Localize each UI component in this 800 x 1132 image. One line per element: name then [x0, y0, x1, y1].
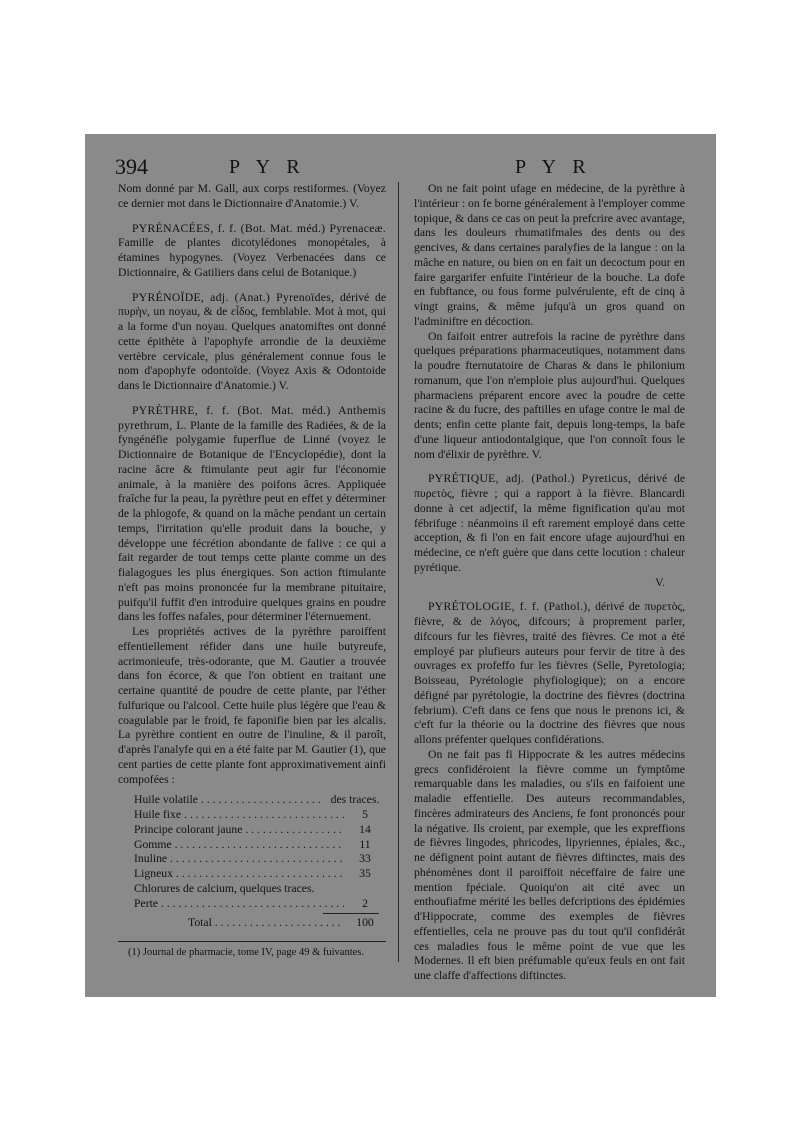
scanned-page: [85, 134, 716, 997]
total-value: 100: [356, 916, 374, 930]
footnote-rule: [118, 941, 386, 942]
ingredient-name: Chlorures de calcium, quelques traces.: [134, 881, 315, 895]
entry-pyretique: [414, 472, 685, 590]
composition-row: [118, 882, 386, 897]
ingredient-name: Ligneux . . .: [134, 867, 344, 882]
entry-headword: PYRÉTIQUE, adj. (Pathol.) Pyreticus,: [428, 472, 632, 486]
entry-text: dérivé de πυρὴν, un noyau, & de εἶδος, femblable. Mot à mot, qui a la forme d'un noyau. Quelques anatomiftes ont donné cette épithète à l'apophyfe arrondie de la deuxième vertèbre cervicale, plus généralement connue fous le nom d'apophyfe odontoïde. (Voyez Axis & Odontoide dans le Dictionnaire d'Anatomie.) V.: [118, 290, 387, 392]
entry-text: dérivé de πυρετὸς, fièvre, & de λόγος, difcours; à proprement parler, difcours fur les fièvres, traité des fièvres. Ce mot a été employé par plufieurs auteurs pour fervir de titre à des ouvrages ex profeffo fur les fièvres (Selle, Pyretologia; Boisseau, Pyrétologie phyfiologique); on a encore défigné par pyrétologie, la doctrine des fièvres (doctrina febrium). C'eft dans ce fens que nous le prenons ici, & c'eft fur la théorie ou la doctrine des fièvres que nous allons préfenter quelques confidérations.: [414, 600, 685, 746]
entry-pyretologie: [414, 600, 685, 748]
composition-row: [118, 838, 386, 853]
composition-row: [118, 823, 386, 838]
paragraph: On ne fait pas fi Hippocrate & les autres médecins grecs confidéroient la fièvre comme un fymptôme remarquable dans les maladies, ou s'ils en faifoient une maladie effentielle. Des auteurs recommandables, fincères admirateurs des Anciens, fe font prononcés pour la négative. Ils croient, par exemple, que les expreffions de fièvres lingodes, phricodes, lipyriennes, épiales, &c., ne défignent point autant de fièvres diftinctes, mais des phénomènes dont il paroiffoit néceffaire de faire une mention fpéciale. Quoiqu'on ait cité avec un enthoufiafme mérité les belles defcriptions des épidémies d'Hippocrate, comme des exemples de fièvres effentielles, cela ne prouve pas du tout qu'il confidérât ces maladies fous le même point de vue que les Modernes. Il eft bien préfumable qu'eux feuls en ont fait une claffe d'affections diftinctes.: [414, 747, 685, 982]
composition-table: [118, 793, 386, 931]
ingredient-name: Perte . . .: [134, 897, 344, 912]
ingredient-value: des traces.: [330, 793, 380, 807]
column-divider: [398, 182, 399, 962]
entry-text: L. Plante de la famille des Radiées, & de la fyngénéfie polygamie fuperflue de Linné (voyez le Dictionnaire de Botanique de l'Encyclopédie), dont la racine âcre & ftimulante peut agir fur l'économie animale, à la manière des poifons âcres. Appliquée fraîche fur la peau, la pyrèthre peut en effet y déterminer de la phlogofe, & quand on la mâche pendant un certain temps, l'irritation qu'elle produit dans la bouche, y développe une fécrétion abondante de falive : ce qui a fait regarder de tout temps cette plante comme un des fialagogues les plus énergiques. Son action ftimulante n'eft pas moins prononcée fur la membrane pituitaire, puifqu'il fuffit d'en introduire quelques grains en poudre dans les foffes nafales, pour déterminer l'éternuement.: [118, 418, 386, 624]
entry-pyrenacees: [118, 222, 386, 281]
entry-headword: PYRÉNOÏDE, adj. (Anat.) Pyrenoïdes,: [132, 290, 335, 304]
entry-pyrenoide: [118, 291, 386, 394]
ingredient-name: Inuline . . .: [134, 852, 344, 867]
paragraph: Les propriétés actives de la pyrèthre paroiffent effentiellement réfider dans une huile butyreufe, acrimonieufe, très-odorante, que M. Gautier a trouvée dans fon écorce, & que l'on obtient en traitant une certaine quantité de poudre de cette plante, par l'éther fulfurique ou l'alcool. Cette huile plus légère que l'eau & coagulable par le froid, fe faponifie bien par les alcalis. La pyrèthre contient en outre de l'inuline, & il paroît, d'après l'analyfe qui en a été faite par M. Gautier (1), que cent parties de cette plante font approximativement ainfi compofées :: [118, 625, 386, 786]
ingredient-name: Huile fixe . . .: [134, 808, 344, 823]
entry-headword: PYRÈTHRE, f. f. (Bot. Mat. méd.) Anthemis pyrethrum,: [118, 403, 386, 432]
ingredient-value: 11: [359, 837, 371, 851]
entry-text: dérivé de πυρετὸς, fièvre ; qui a rapport à la fièvre. Blancardi donne à cet adjectif, la même fignification qu'au mot fébrifuge : néanmoins il eft rarement employé dans cette acception, & fi l'on en fait encore ufage aujourd'hui en médecine, ce n'eft guère que dans cette locution : chaleur pyrétique.: [414, 472, 686, 574]
entry-pyrethre: [118, 404, 386, 625]
entry-headword: PYRÉNACÉES, f. f. (Bot. Mat. méd.) Pyrenaceæ.: [132, 221, 386, 235]
page-number: 394: [115, 154, 148, 179]
paragraph: On ne fait point ufage en médecine, de la pyrèthre à l'intérieur : on fe borne généralement à l'employer comme topique, & dans ce cas on peut la prefcrire avec avantage, dans les douleurs rhumatifmales des dents ou des gencives, & dans certaines paralyfies de la langue : on la mâche en nature, ou bien on en fait un decoctum pour en faire gargarifer enfuite l'intérieur de la bouche. La dofe en fubftance, ou fous forme pulvérulente, eft de cinq à vingt grains, & même jufqu'à un gros quand on l'adminiftre en décoction.: [414, 182, 685, 328]
paragraph: On faifoit entrer autrefois la racine de pyrèthre dans quelques préparations pharmaceutiques, notamment dans la poudre fternutatoire de Charas & dans le philonium romanum, que l'on n'emploie plus aujourd'hui. Quelques pharmaciens préparent encore avec la poudre de cette racine & du fucre, des paftilles en ufage contre le mal de dents; enfin cette plante fait, depuis long-temps, la bafe d'une liqueur antiodontalgique, que l'on connoît fous le nom d'élixir de pyrèthre. V.: [414, 329, 685, 461]
ingredient-value: 35: [359, 867, 371, 880]
entry-text: Famille de plantes dicotylédones monopétales, à étamines hypogynes. (Voyez Verbenacées dans ce Dictionnaire, & Gatiliers dans celui de Botanique.): [118, 236, 386, 279]
composition-total: [118, 916, 386, 931]
composition-row: [118, 852, 386, 867]
ingredient-name: Huile volatile . . .: [134, 793, 324, 808]
right-column: [414, 182, 685, 984]
ingredient-name: Gomme . . .: [134, 838, 344, 853]
total-label: Total . . .: [188, 916, 344, 931]
sum-rule: [323, 913, 379, 914]
composition-row: [118, 867, 386, 882]
ingredient-value: [344, 882, 386, 897]
intro-paragraph: Nom donné par M. Gall, aux corps restiformes. (Voyez ce dernier mot dans le Dictionnaire d'Anatomie.) V.: [118, 182, 386, 210]
composition-row: [118, 808, 386, 823]
running-head-right: P Y R: [515, 156, 592, 178]
composition-row: [118, 897, 386, 912]
ingredient-value: 2: [362, 896, 368, 910]
composition-row: [118, 793, 386, 808]
ingredient-value: 33: [359, 852, 371, 866]
signature: V.: [655, 575, 665, 589]
ingredient-name: Principe colorant jaune . . .: [134, 823, 344, 838]
running-head-left: P Y R: [229, 156, 306, 178]
footnote: (1) Journal de pharmacie, tome IV, page 49 & fuivantes.: [128, 947, 364, 958]
ingredient-value: 14: [359, 822, 371, 836]
ingredient-value: 5: [362, 808, 368, 821]
entry-headword: PYRÉTOLOGIE, f. f. (Pathol.),: [428, 600, 591, 614]
left-column: [118, 182, 386, 961]
